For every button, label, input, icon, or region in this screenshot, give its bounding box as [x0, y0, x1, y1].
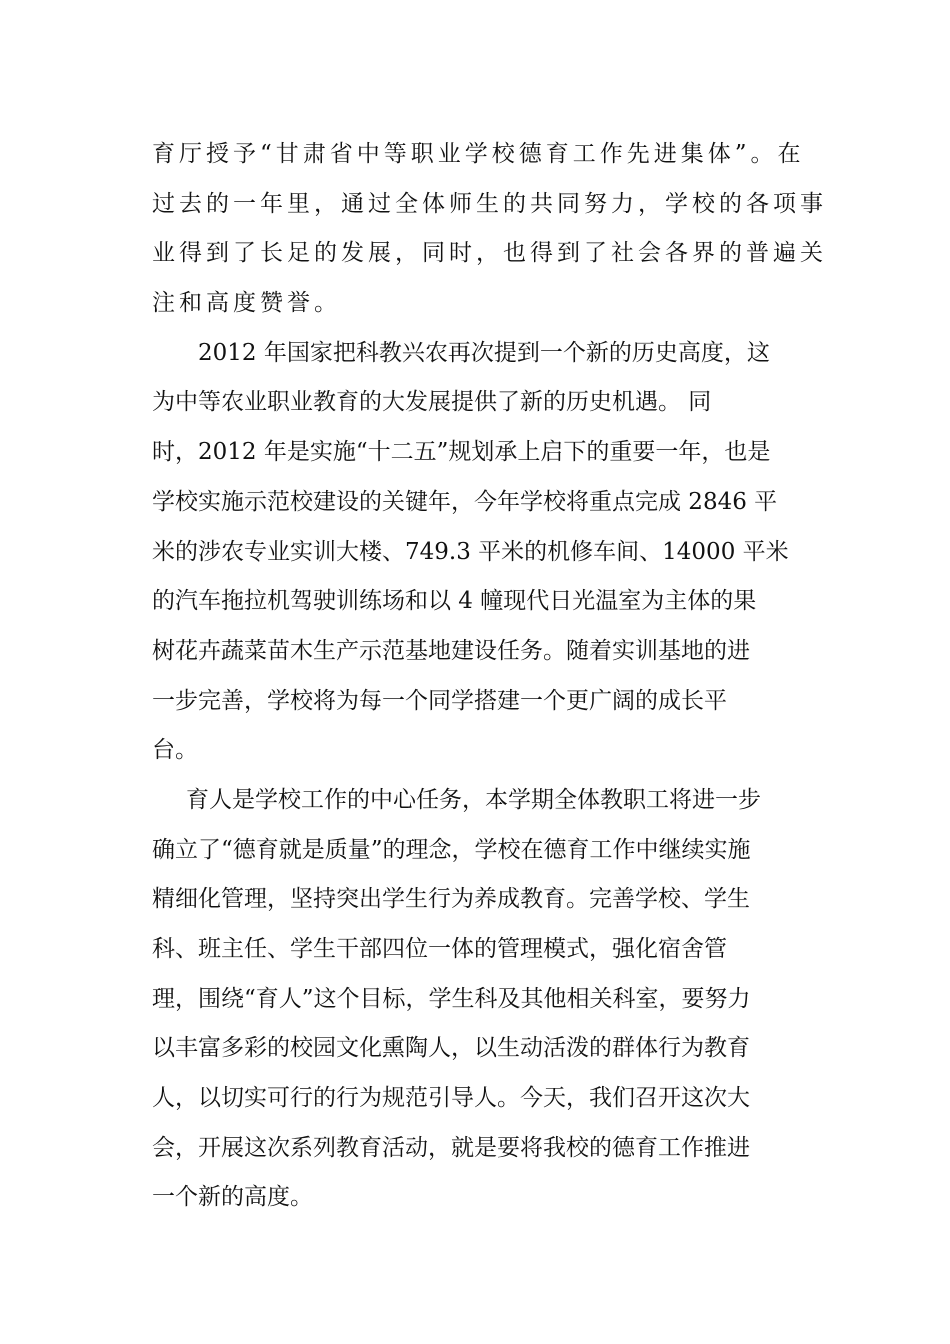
text-line: 精细化管理，坚持突出学生行为养成教育。完善学校、学生: [152, 886, 750, 913]
text-line: 学校实施示范校建设的关键年，今年学校将重点完成 2846 平: [152, 488, 778, 515]
text-line: 台。: [152, 737, 198, 764]
text-line: 的汽车拖拉机驾驶训练场和以 4 幢现代日光温室为主体的果: [152, 588, 757, 615]
text-line: 确立了“德育就是质量”的理念，学校在德育工作中继续实施: [152, 836, 751, 863]
text-line: 一步完善，学校将为每一个同学搭建一个更广阔的成长平: [152, 687, 727, 714]
text-line: 树花卉蔬菜苗木生产示范基地建设任务。随着实训基地的进: [152, 637, 750, 664]
text-line: 理，围绕“育人”这个目标，学生科及其他相关科室，要努力: [152, 985, 751, 1012]
text-line: 为中等农业职业教育的大发展提供了新的历史机遇。 同: [152, 389, 712, 416]
text-line: 育人是学校工作的中心任务，本学期全体教职工将进一步: [186, 786, 761, 813]
text-line: 科、班主任、学生干部四位一体的管理模式，强化宿舍管: [152, 936, 727, 962]
text-line: 育厅授予“甘肃省中等职业学校德育工作先进集体”。在: [152, 141, 805, 167]
text-line: 2012 年国家把科教兴农再次提到一个新的历史高度，这: [198, 339, 770, 366]
paragraph-2: [152, 329, 802, 776]
paragraph-3: [152, 776, 802, 1223]
text-line: 时，2012 年是实施“十二五”规划承上启下的重要一年，也是: [152, 439, 771, 466]
text-line: 过去的一年里，通过全体师生的共同努力，学校的各项事: [152, 190, 827, 217]
text-line: 业得到了长足的发展，同时，也得到了社会各界的普遍关: [152, 240, 827, 267]
paragraph-1: [152, 130, 827, 329]
text-line: 会，开展这次系列教育活动，就是要将我校的德育工作推进: [152, 1134, 750, 1161]
text-line: 注和高度赞誉。: [152, 290, 341, 317]
text-line: 以丰富多彩的校园文化熏陶人，以生动活泼的群体行为教育: [152, 1035, 750, 1062]
text-line: 米的涉农专业实训大楼、749.3 平米的机修车间、14000 平米: [152, 538, 789, 565]
document-body: [152, 130, 827, 1223]
text-line: 人，以切实可行的行为规范引导人。今天，我们召开这次大: [152, 1085, 750, 1112]
text-line: 一个新的高度。: [152, 1184, 313, 1211]
